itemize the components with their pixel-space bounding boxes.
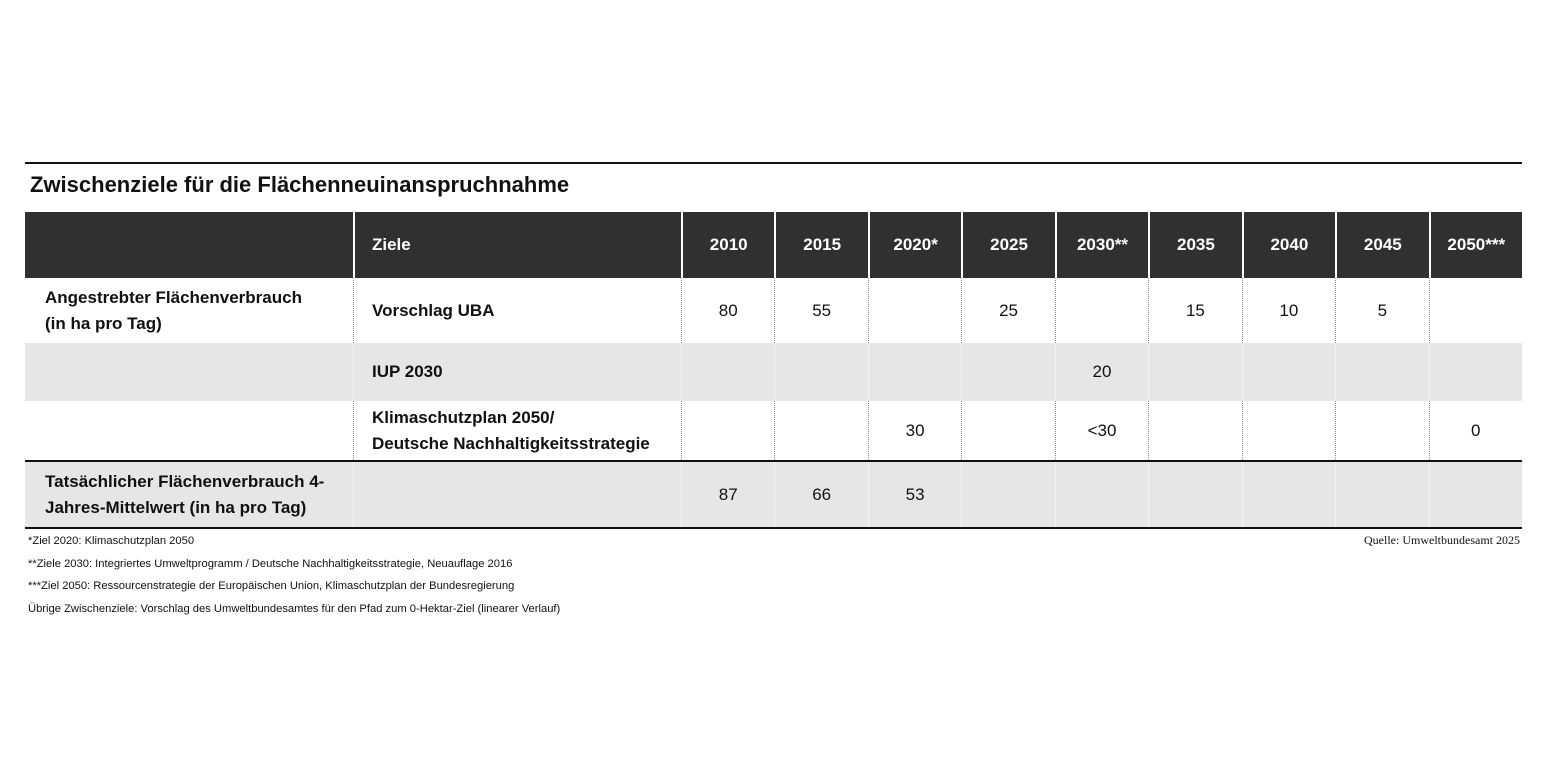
category-label-actual [25,462,353,527]
cell-ksp-2050: 0 [1429,401,1522,460]
cell-iup-2050 [1429,343,1522,401]
footnote-2020: *Ziel 2020: Klimaschutzplan 2050 [28,535,195,547]
header-row [25,212,1522,278]
cell-uba-2015: 55 [774,278,867,343]
goal-label-klimaschutzplan [353,401,681,460]
category-line: Tatsächlicher Flächenverbrauch 4- [45,471,325,491]
cell-actual-2035 [1148,462,1241,527]
cell-actual-2015: 66 [774,462,867,527]
cell-ksp-2010 [681,401,774,460]
footnotes [25,529,1522,620]
cell-ksp-2020: 30 [868,401,961,460]
cell-actual-2020: 53 [868,462,961,527]
table-figure [25,162,1522,620]
row-vorschlag-uba [25,278,1522,343]
row-iup-2030 [25,343,1522,401]
category-label-empty [25,343,353,401]
cell-uba-2050 [1429,278,1522,343]
footnote-2030: **Ziele 2030: Integriertes Umweltprogramm / Deutsche Nachhaltigkeitsstrategie, Neuauflage 2016 [28,557,513,570]
cell-iup-2040 [1242,343,1335,401]
row-actual-consumption [25,462,1522,527]
header-year-2020: 2020* [868,212,961,278]
cell-actual-2040 [1242,462,1335,527]
category-label-empty [25,401,353,460]
header-year-2015: 2015 [774,212,867,278]
header-year-2010: 2010 [681,212,774,278]
cell-ksp-2045 [1335,401,1428,460]
footnote-row-first [28,529,1520,553]
goal-line: IUP 2030 [372,362,443,381]
header-year-2030: 2030** [1055,212,1148,278]
cell-actual-2025 [961,462,1054,527]
source-credit: Quelle: Umweltbundesamt 2025 [1364,533,1520,547]
header-year-2025: 2025 [961,212,1054,278]
cell-iup-2030: 20 [1055,343,1148,401]
cell-uba-2010: 80 [681,278,774,343]
table-title: Zwischenziele für die Flächenneuinanspruchnahme [30,172,570,197]
cell-actual-2050 [1429,462,1522,527]
footnote-other-targets: Übrige Zwischenziele: Vorschlag des Umweltbundesamtes für den Pfad zum 0-Hektar-Ziel (linearer Verlauf) [28,602,561,615]
cell-actual-2010: 87 [681,462,774,527]
cell-uba-2045: 5 [1335,278,1428,343]
cell-uba-2030 [1055,278,1148,343]
row-klimaschutzplan [25,401,1522,460]
header-cell-goal: Ziele [353,212,681,278]
header-year-2040: 2040 [1242,212,1335,278]
cell-iup-2045 [1335,343,1428,401]
cell-iup-2015 [774,343,867,401]
cell-actual-2045 [1335,462,1428,527]
cell-ksp-2015 [774,401,867,460]
cell-ksp-2040 [1242,401,1335,460]
goal-label-uba [353,278,681,343]
header-year-2050: 2050*** [1429,212,1522,278]
header-year-2035: 2035 [1148,212,1241,278]
category-label-target [25,278,353,343]
goal-line: Klimaschutzplan 2050/ [372,407,555,427]
header-year-2045: 2045 [1335,212,1428,278]
category-line: Angestrebter Flächenverbrauch [45,287,302,307]
goal-line: Deutsche Nachhaltigkeitsstrategie [372,433,650,453]
cell-iup-2020 [868,343,961,401]
goal-line: Vorschlag UBA [372,300,495,320]
cell-iup-2035 [1148,343,1241,401]
cell-actual-2030 [1055,462,1148,527]
cell-ksp-2035 [1148,401,1241,460]
cell-uba-2020 [868,278,961,343]
cell-ksp-2025 [961,401,1054,460]
goal-label-iup [353,343,681,401]
category-line: (in ha pro Tag) [45,313,162,333]
header-cell-category [25,212,353,278]
goal-label-empty [353,462,681,527]
footnote-2050: ***Ziel 2050: Ressourcenstrategie der Europäischen Union, Klimaschutzplan der Bundesregierung [28,580,515,592]
cell-uba-2025: 25 [961,278,1054,343]
category-line: Jahres-Mittelwert (in ha pro Tag) [45,497,307,517]
cell-ksp-2030: <30 [1055,401,1148,460]
cell-uba-2035: 15 [1148,278,1241,343]
cell-iup-2025 [961,343,1054,401]
cell-uba-2040: 10 [1242,278,1335,343]
cell-iup-2010 [681,343,774,401]
